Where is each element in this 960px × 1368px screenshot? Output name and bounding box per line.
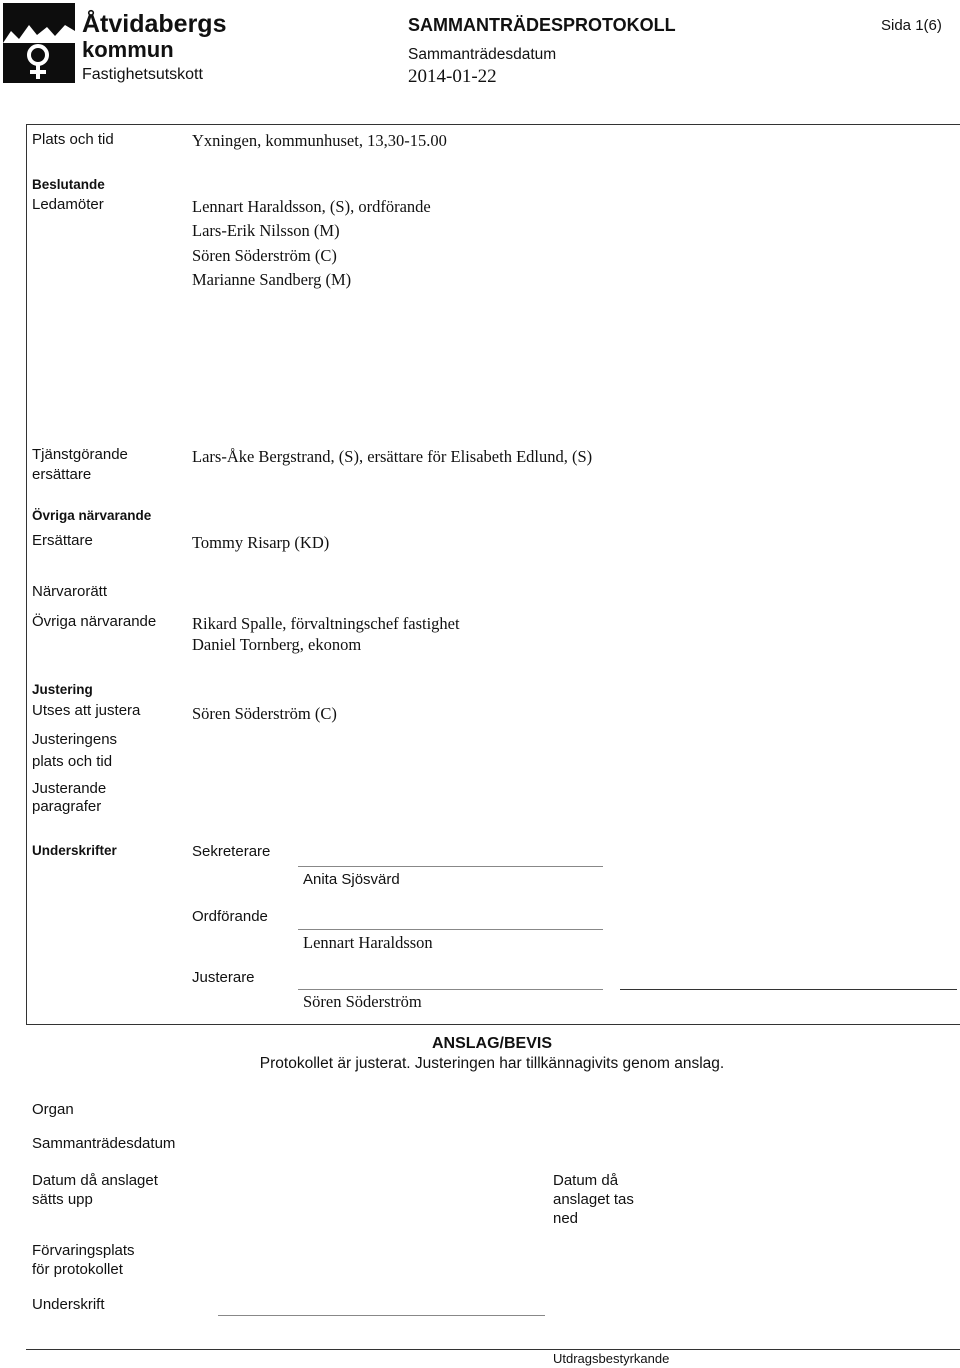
chair-name: Lennart Haraldsson (303, 933, 433, 952)
adjuster-label: Justerare (192, 969, 255, 986)
storage-label-line1: Förvaringsplats (32, 1242, 135, 1259)
notice-signature-line (218, 1315, 545, 1316)
members-label: Ledamöter (32, 196, 104, 213)
adjuster-appointed-value: Sören Söderström (C) (192, 704, 337, 723)
adjusted-sections-label-line2: paragrafer (32, 798, 102, 815)
footer-divider (26, 1349, 960, 1350)
adjustment-place-label-line1: Justeringens (32, 731, 118, 748)
org-name-line2: kommun (82, 37, 174, 62)
secretary-name: Anita Sjösvärd (303, 871, 400, 888)
member-4: Marianne Sandberg (M) (192, 270, 352, 289)
adjustment-place-label-line2: plats och tid (32, 753, 113, 770)
logo-emblem-icon (3, 3, 75, 83)
right-to-attend-label: Övriga närvarande (32, 613, 157, 630)
removed-date-label-line2: anslaget tas (553, 1191, 634, 1208)
secretary-label: Sekreterare (192, 843, 271, 860)
storage-label-line2: för protokollet (32, 1261, 123, 1278)
extract-certification-label: Utdragsbestyrkande (553, 1351, 670, 1366)
secretary-signature-line (298, 866, 603, 867)
others-present-heading: Övriga närvarande (32, 508, 152, 523)
attendee-1: Rikard Spalle, förvaltningschef fastighet (192, 614, 460, 633)
notice-signature-label: Underskrift (32, 1296, 105, 1313)
member-1: Lennart Haraldsson, (S), ordförande (192, 197, 431, 216)
others-present-value: Tommy Risarp (KD) (192, 533, 330, 552)
unit-name: Fastighetsutskott (82, 66, 203, 83)
member-3: Sören Söderström (C) (192, 246, 337, 265)
organ-label: Organ (32, 1101, 74, 1118)
document-title: SAMMANTRÄDESPROTOKOLL (408, 15, 676, 35)
notice-text: Protokollet är justerat. Justeringen har tillkännagivits genom anslag. (259, 1055, 725, 1072)
substitutes-value: Lars-Åke Bergstrand, (S), ersättare för Elisabeth Edlund, (S) (192, 447, 593, 466)
others-present-label: Ersättare (32, 532, 93, 549)
right-to-attend-heading: Närvarorätt (32, 583, 108, 600)
notice-divider (26, 1024, 960, 1025)
place-value: Yxningen, kommunhuset, 13,30-15.00 (192, 131, 447, 150)
posted-date-label-line1: Datum då anslaget (32, 1172, 158, 1189)
removed-date-label-line3: ned (553, 1210, 579, 1227)
notice-meeting-date-label: Sammanträdesdatum (32, 1135, 176, 1152)
adjuster-signature-line (298, 989, 603, 990)
adjuster-appointed-label: Utses att justera (32, 702, 141, 719)
meeting-date: 2014-01-22 (408, 66, 497, 87)
posted-date-label-line2: sätts upp (32, 1191, 93, 1208)
attendee-2: Daniel Tornberg, ekonom (192, 635, 362, 654)
member-2: Lars-Erik Nilsson (M) (192, 221, 340, 240)
notice-title: ANSLAG/BEVIS (431, 1035, 552, 1052)
chair-signature-line (298, 929, 603, 930)
decision-makers-heading: Beslutande (32, 177, 105, 192)
substitutes-label-line2: ersättare (32, 466, 92, 483)
org-name-line1: Åtvidabergs (82, 10, 227, 38)
chair-label: Ordförande (192, 908, 268, 925)
top-divider (26, 124, 960, 125)
substitutes-label-line1: Tjänstgörande (32, 446, 128, 463)
page-number: Sida 1(6) (881, 17, 942, 34)
meeting-date-label: Sammanträdesdatum (408, 46, 557, 63)
municipality-logo (3, 3, 75, 83)
removed-date-label-line1: Datum då (553, 1172, 619, 1189)
adjuster-name: Sören Söderström (303, 992, 422, 1011)
adjusted-sections-label-line1: Justerande (32, 780, 107, 797)
place-label: Plats och tid (32, 131, 114, 148)
adjustment-heading: Justering (32, 682, 93, 697)
left-border (26, 124, 27, 1024)
second-adjuster-signature-line (620, 989, 957, 990)
signatures-heading: Underskrifter (32, 843, 117, 858)
